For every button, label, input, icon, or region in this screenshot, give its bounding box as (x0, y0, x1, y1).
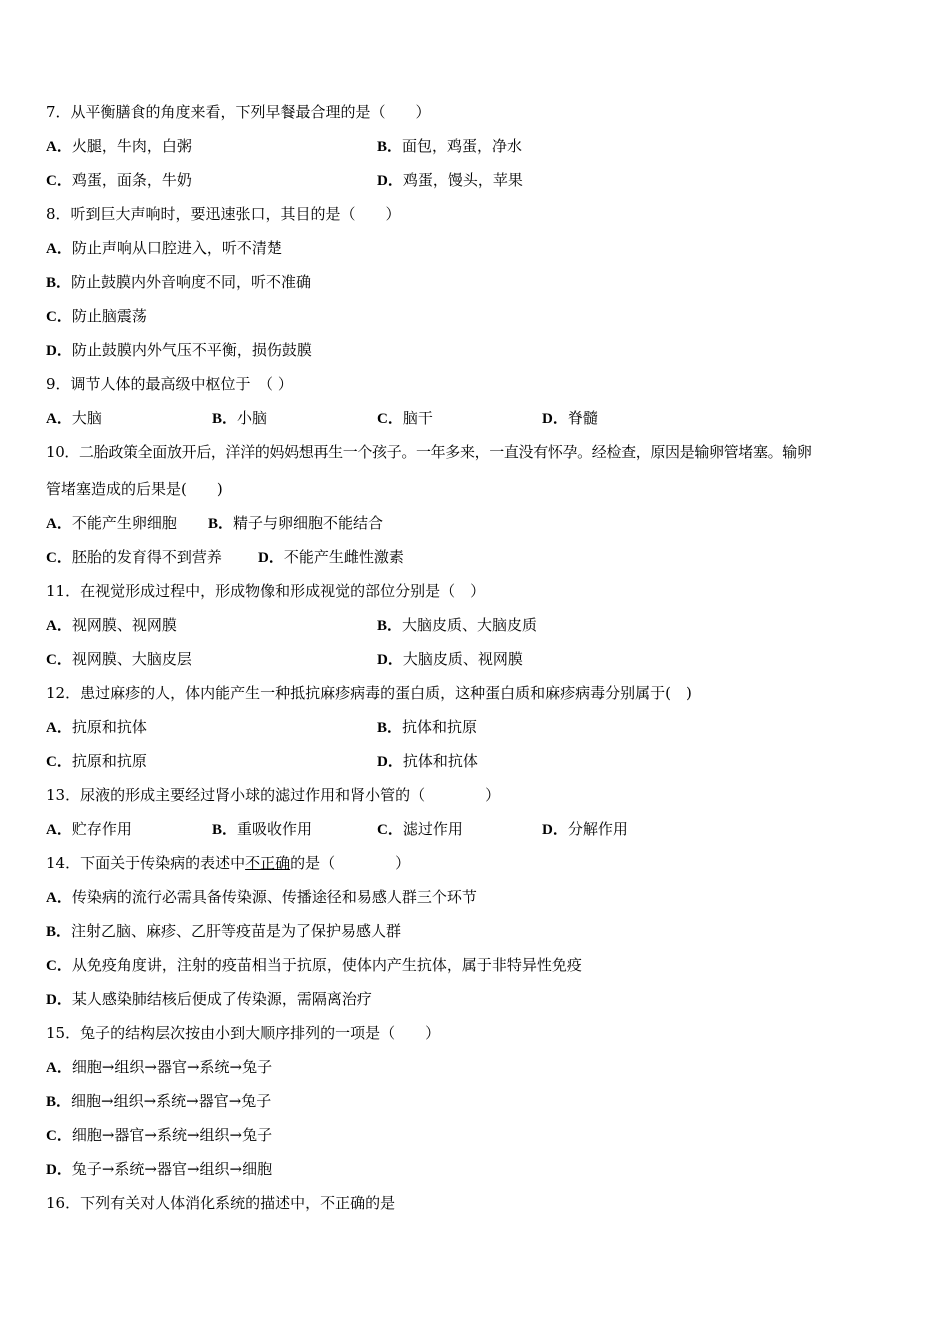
question-10-stem-line-1: 10．二胎政策全面放开后，洋洋的妈妈想再生一个孩子。一年多来，一直没有怀孕。经检查，原因是输卵管堵塞。输卵 (46, 443, 812, 461)
option-text: 某人感染肺结核后便成了传染源，需隔离治疗 (71, 990, 372, 1008)
question-12-options-row-1 (46, 717, 478, 738)
option-text: 大脑皮质、视网膜 (402, 650, 523, 668)
question-8-option-c (46, 306, 147, 327)
option-label: C． (46, 550, 72, 566)
option-text: 抗体和抗原 (402, 718, 478, 736)
option-label: D． (377, 173, 403, 189)
question-9-options (46, 408, 598, 429)
option-text: 注射乙脑、麻疹、乙肝等疫苗是为了保护易感人群 (71, 922, 402, 940)
question-7-options-row-1 (46, 136, 523, 157)
question-7-stem: 7．从平衡膳食的角度来看，下列早餐最合理的是（ ） (46, 103, 431, 121)
option-label: C． (377, 822, 403, 838)
question-13-options (46, 819, 628, 840)
question-11-options-row-2 (46, 649, 523, 670)
option-label: B． (377, 618, 403, 634)
option-text: 鸡蛋，馒头，苹果 (402, 171, 523, 189)
option-text: 防止鼓膜内外音响度不同，听不准确 (71, 273, 312, 291)
question-11-stem: 11．在视觉形成过程中，形成物像和形成视觉的部位分别是（ ） (46, 582, 486, 600)
option-text: 细胞→组织→系统→器官→兔子 (71, 1092, 272, 1110)
option-label: B． (46, 1094, 72, 1110)
question-8-stem: 8．听到巨大声响时，要迅速张口，其目的是（ ） (46, 205, 401, 223)
option-label: A． (46, 618, 72, 634)
option-text: 视网膜、大脑皮层 (71, 650, 192, 668)
question-14-option-d (46, 989, 372, 1010)
question-8-option-a (46, 238, 282, 259)
option-label: B． (46, 924, 72, 940)
option-text: 防止鼓膜内外气压不平衡，损伤鼓膜 (71, 341, 312, 359)
option-text: 面包，鸡蛋，净水 (402, 137, 523, 155)
option-text: 不能产生卵细胞 (71, 514, 177, 532)
option-label: B． (208, 516, 234, 532)
question-10-options-row-2 (46, 547, 404, 568)
option-label: B． (46, 275, 72, 291)
question-8-option-d (46, 340, 312, 361)
option-label: D． (377, 652, 403, 668)
option-label: A． (46, 822, 72, 838)
question-15-option-a (46, 1057, 272, 1078)
option-label: A． (46, 890, 72, 906)
option-text: 火腿，牛肉，白粥 (71, 137, 192, 155)
option-text: 防止声响从口腔进入，听不清楚 (71, 239, 282, 257)
option-label: C． (46, 173, 72, 189)
option-label: A． (46, 139, 72, 155)
question-10-options-row-1 (46, 513, 384, 534)
option-label: A． (46, 516, 72, 532)
option-text: 小脑 (237, 409, 268, 427)
question-8-option-b (46, 272, 311, 293)
option-text: 大脑 (71, 409, 102, 427)
option-label: D． (46, 1162, 72, 1178)
option-text: 胚胎的发育得不到营养 (71, 548, 222, 566)
option-text: 贮存作用 (71, 820, 132, 838)
stem-underlined: 不正确 (245, 854, 291, 872)
option-text: 脊髓 (567, 409, 598, 427)
option-label: C． (46, 958, 72, 974)
option-text: 抗体和抗体 (402, 752, 478, 770)
question-9-stem: 9．调节人体的最高级中枢位于 （ ） (46, 375, 293, 393)
question-14-option-c (46, 955, 582, 976)
question-14-option-a (46, 887, 477, 908)
option-label: C． (46, 754, 72, 770)
option-text: 大脑皮质、大脑皮质 (402, 616, 538, 634)
option-label: D． (46, 343, 72, 359)
option-text: 防止脑震荡 (71, 307, 147, 325)
option-text: 抗原和抗体 (71, 718, 147, 736)
question-14-stem (46, 853, 410, 873)
option-text: 细胞→器官→系统→组织→兔子 (71, 1126, 273, 1144)
question-7-options-row-2 (46, 170, 523, 191)
option-text: 传染病的流行必需具备传染源、传播途径和易感人群三个环节 (71, 888, 477, 906)
stem-text: 14．下面关于传染病的表述中 (46, 854, 246, 872)
question-15-option-b (46, 1091, 271, 1112)
option-label: B． (377, 720, 403, 736)
option-label: C． (46, 652, 72, 668)
option-label: B． (212, 411, 238, 427)
option-text: 精子与卵细胞不能结合 (233, 514, 384, 532)
question-13-stem: 13．尿液的形成主要经过肾小球的滤过作用和肾小管的（ ） (46, 786, 501, 804)
option-text: 从免疫角度讲，注射的疫苗相当于抗原，使体内产生抗体，属于非特异性免疫 (71, 956, 582, 974)
option-text: 兔子→系统→器官→组织→细胞 (71, 1160, 273, 1178)
option-label: D． (46, 992, 72, 1008)
option-label: C． (46, 1128, 72, 1144)
option-text: 细胞→组织→器官→系统→兔子 (71, 1058, 273, 1076)
question-11-options-row-1 (46, 615, 538, 636)
option-label: C． (377, 411, 403, 427)
option-text: 抗原和抗原 (71, 752, 147, 770)
option-label: A． (46, 720, 72, 736)
option-label: D． (542, 822, 568, 838)
option-label: A． (46, 1060, 72, 1076)
option-label: A． (46, 241, 72, 257)
question-14-option-b (46, 921, 401, 942)
option-text: 分解作用 (567, 820, 628, 838)
stem-text: 的是（ ） (290, 854, 411, 872)
option-text: 滤过作用 (402, 820, 463, 838)
question-12-options-row-2 (46, 751, 478, 772)
option-label: B． (377, 139, 403, 155)
option-label: D． (258, 550, 284, 566)
question-10-stem-line-2: 管堵塞造成的后果是( ) (46, 480, 223, 498)
option-text: 不能产生雌性激素 (283, 548, 404, 566)
option-text: 视网膜、视网膜 (71, 616, 177, 634)
question-15-stem: 15．兔子的结构层次按由小到大顺序排列的一项是（ ） (46, 1024, 441, 1042)
option-label: D． (542, 411, 568, 427)
question-16-stem: 16．下列有关对人体消化系统的描述中，不正确的是 (46, 1194, 396, 1212)
option-label: C． (46, 309, 72, 325)
option-label: A． (46, 411, 72, 427)
question-15-option-d (46, 1159, 272, 1180)
option-text: 脑干 (402, 409, 433, 427)
option-text: 重吸收作用 (237, 820, 313, 838)
question-15-option-c (46, 1125, 272, 1146)
option-text: 鸡蛋，面条，牛奶 (71, 171, 192, 189)
option-label: D． (377, 754, 403, 770)
question-12-stem: 12．患过麻疹的人，体内能产生一种抵抗麻疹病毒的蛋白质，这种蛋白质和麻疹病毒分别属于( ) (46, 684, 692, 702)
option-label: B． (212, 822, 238, 838)
